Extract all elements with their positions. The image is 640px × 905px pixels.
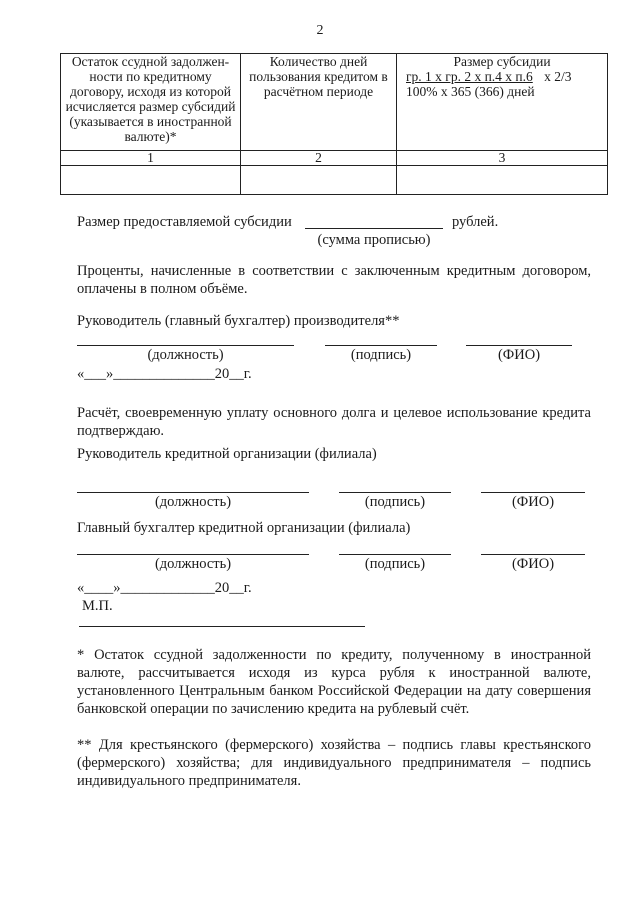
- credit-org-head-position-field[interactable]: [77, 492, 309, 493]
- subsidy-amount-field[interactable]: [305, 228, 443, 229]
- stamp-placeholder: М.П.: [82, 598, 113, 614]
- producer-signature-caption: (подпись): [350, 347, 412, 363]
- footnote-separator: [79, 626, 365, 627]
- producer-name-caption: (ФИО): [497, 347, 541, 363]
- column-number: 3: [397, 151, 608, 166]
- accountant-signature-field[interactable]: [339, 554, 451, 555]
- producer-position-field[interactable]: [77, 345, 294, 346]
- subsidy-amount-label: Размер предоставляемой субсидии: [77, 214, 292, 230]
- header-subsidy-size: [397, 54, 608, 151]
- producer-position-caption: (должность): [147, 347, 224, 363]
- subsidy-amount-caption: (сумма прописью): [317, 232, 431, 248]
- credit-org-head-position-caption: (должность): [154, 494, 232, 510]
- credit-org-head-signature-field[interactable]: [339, 492, 451, 493]
- formula-multiplier: х 2/3: [544, 69, 572, 84]
- accountant-position-field[interactable]: [77, 554, 309, 555]
- credit-org-head-label: Руководитель кредитной организации (филиала): [77, 446, 377, 462]
- producer-signature-field[interactable]: [325, 345, 437, 346]
- interest-statement: Проценты, начисленные в соответствии с заключенным кредитным договором, оплачены в полном объёме.: [77, 263, 591, 297]
- subsidy-formula: [400, 69, 604, 84]
- credit-org-head-name-caption: (ФИО): [511, 494, 555, 510]
- formula-denominator: 100% х 365 (366) дней: [406, 84, 535, 99]
- accountant-date-line[interactable]: «____»_____________20__г.: [77, 580, 252, 596]
- credit-org-head-signature-caption: (подпись): [364, 494, 426, 510]
- table-cell[interactable]: [241, 166, 397, 195]
- table-cell[interactable]: [61, 166, 241, 195]
- footnote-2: ** Для крестьянского (фермерского) хозяйства – подпись главы крестьянского (фермерского) хозяйства; для индивидуального предпринимателя – подпись индивидуального предпринимателя.: [77, 737, 591, 789]
- header-days-count: Количество дней пользования кредитом в расчётном периоде: [241, 54, 397, 151]
- accountant-position-caption: (должность): [154, 556, 232, 572]
- table-cell[interactable]: [397, 166, 608, 195]
- subsidy-table: [60, 53, 608, 195]
- accountant-signature-caption: (подпись): [364, 556, 426, 572]
- accountant-name-field[interactable]: [481, 554, 585, 555]
- credit-org-accountant-label: Главный бухгалтер кредитной организации (филиала): [77, 520, 411, 536]
- subsidy-size-label: Размер субсидии: [453, 54, 551, 69]
- formula-numerator: гр. 1 х гр. 2 х п.4 х п.6: [406, 69, 533, 84]
- page-number: 2: [316, 23, 324, 38]
- column-number: 2: [241, 151, 397, 166]
- accountant-name-caption: (ФИО): [511, 556, 555, 572]
- producer-date-line[interactable]: «___»______________20__г.: [77, 366, 252, 382]
- bank-confirmation: Расчёт, своевременную уплату основного долга и целевое использование кредита подтверждаю.: [77, 405, 591, 439]
- subsidy-amount-unit: рублей.: [452, 214, 499, 230]
- column-number: 1: [61, 151, 241, 166]
- credit-org-head-name-field[interactable]: [481, 492, 585, 493]
- footnote-1: * Остаток ссудной задолженности по кредиту, полученному в иностранной валюте, рассчитывается исходя из курса рубля к иностранной валюте, установленного Центральным банком Российской Федерации на дату совершения банковской операции по зачислению кредита на рублевый счёт.: [77, 647, 591, 717]
- producer-name-field[interactable]: [466, 345, 572, 346]
- header-debt-balance: Остаток ссудной задолжен-ности по кредитному договору, исходя из которой исчисляется размер субсидий (указывается в иностранной валюте)*: [61, 54, 241, 151]
- producer-head-label: Руководитель (главный бухгалтер) производителя**: [77, 313, 400, 329]
